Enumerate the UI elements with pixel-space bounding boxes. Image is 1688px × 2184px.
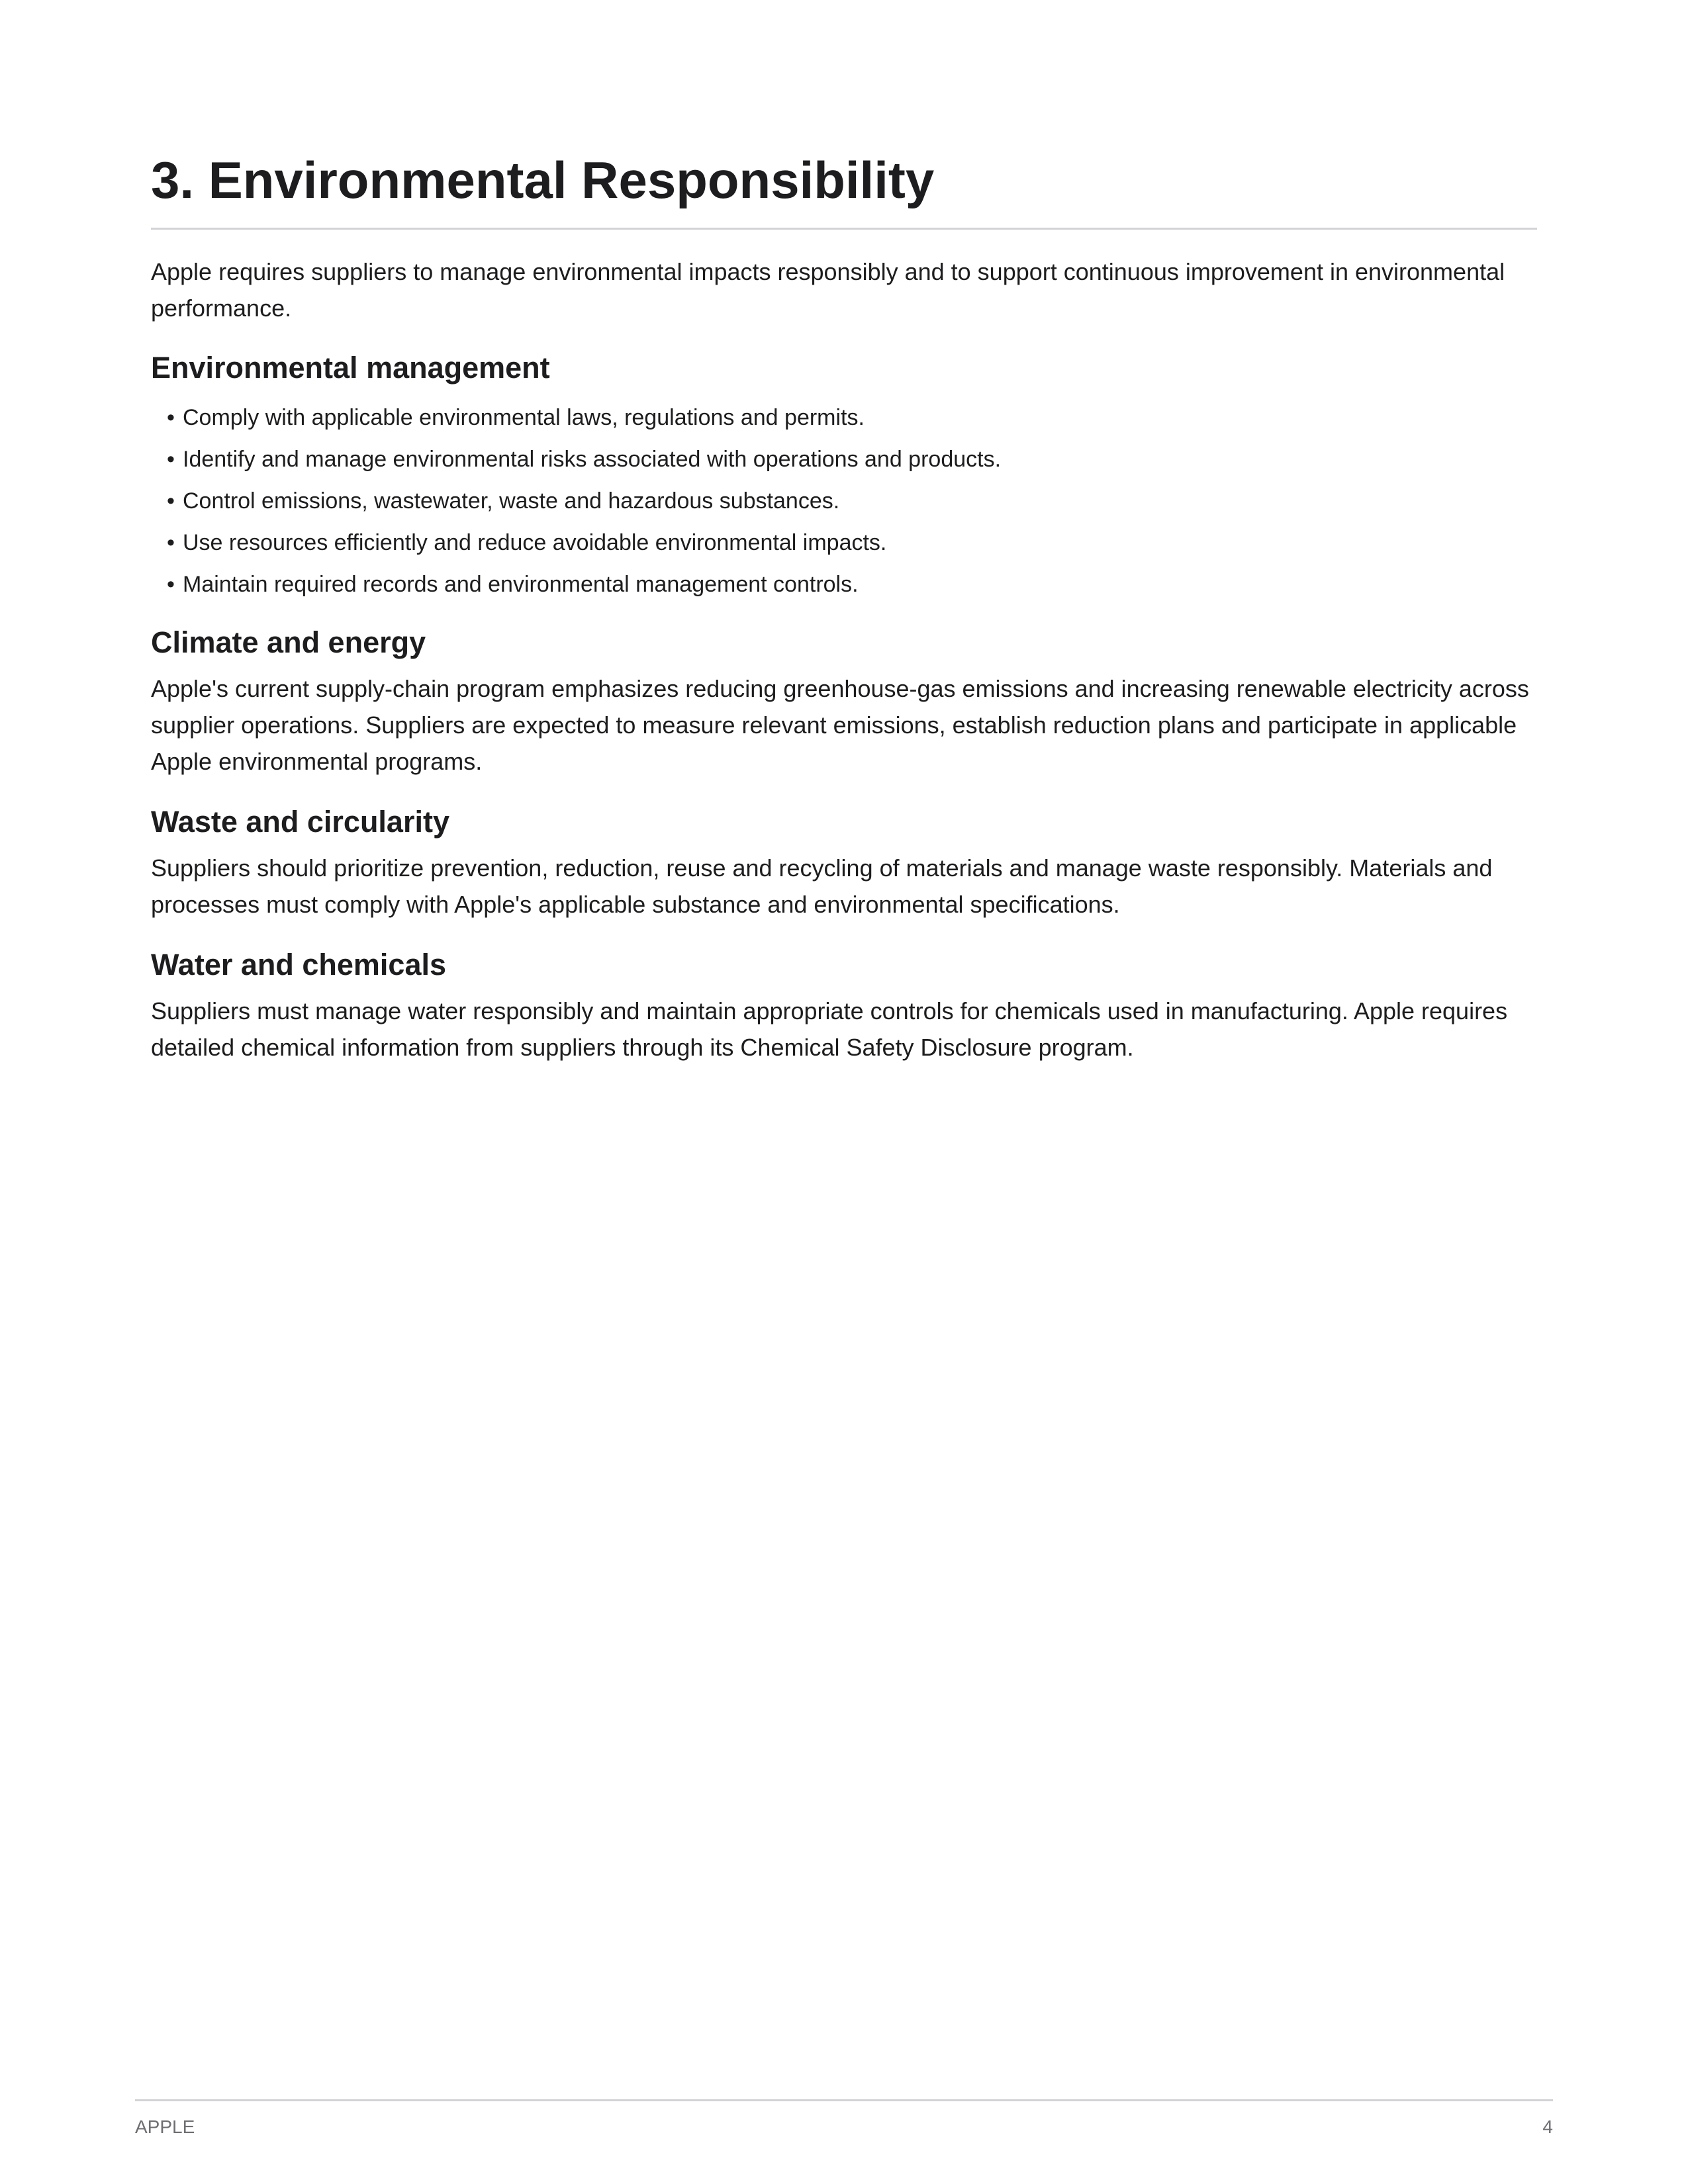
page-title: 3. Environmental Responsibility xyxy=(151,151,935,209)
bullet-icon: • xyxy=(167,530,175,555)
bullet-icon: • xyxy=(167,447,175,472)
list-item xyxy=(167,397,1001,439)
bullet-icon: • xyxy=(167,405,175,430)
intro-paragraph: Apple requires suppliers to manage environmental impacts responsibly and to support continuous improvement in environmental performance. xyxy=(151,258,1505,322)
page-number: 4 xyxy=(1542,2116,1553,2137)
waste-circularity-heading: Waste and circularity xyxy=(151,805,449,839)
list-item-text: Use resources efficiently and reduce avoidable environmental impacts. xyxy=(183,530,887,555)
bullet-icon: • xyxy=(167,572,175,597)
list-item-text: Comply with applicable environmental laws, regulations and permits. xyxy=(183,405,865,430)
water-chemicals-heading: Water and chemicals xyxy=(151,948,447,981)
list-item-text: Maintain required records and environmental management controls. xyxy=(183,572,859,597)
bullet-icon: • xyxy=(167,488,175,514)
list-item xyxy=(167,564,1001,606)
footer-company-name: APPLE xyxy=(135,2116,195,2137)
list-item xyxy=(167,522,1001,564)
water-chemicals-paragraph: Suppliers must manage water responsibly and maintain appropriate controls for chemicals used in manufacturing. Apple requires detailed chemical information from suppliers through its Chemical Safety Disclosure program. xyxy=(151,997,1508,1061)
list-item xyxy=(167,480,1001,522)
waste-circularity-paragraph: Suppliers should prioritize prevention, reduction, reuse and recycling of materials and manage waste responsibly. Materials and processes must comply with Apple's applicable substance and environmental specifications. xyxy=(151,854,1493,918)
environmental-management-heading: Environmental management xyxy=(151,351,550,385)
environmental-management-list xyxy=(167,397,1001,606)
list-item-text: Identify and manage environmental risks associated with operations and products. xyxy=(183,447,1002,472)
list-item xyxy=(167,439,1001,480)
footer-divider xyxy=(135,2099,1553,2101)
climate-energy-paragraph: Apple's current supply-chain program emphasizes reducing greenhouse-gas emissions and increasing renewable electricity across supplier operations. Suppliers are expected to measure relevant emissions, establish reduction plans and participate in applicable Apple environmental programs. xyxy=(151,675,1529,775)
climate-energy-heading: Climate and energy xyxy=(151,625,426,659)
title-divider xyxy=(151,228,1537,230)
list-item-text: Control emissions, wastewater, waste and hazardous substances. xyxy=(183,488,840,514)
